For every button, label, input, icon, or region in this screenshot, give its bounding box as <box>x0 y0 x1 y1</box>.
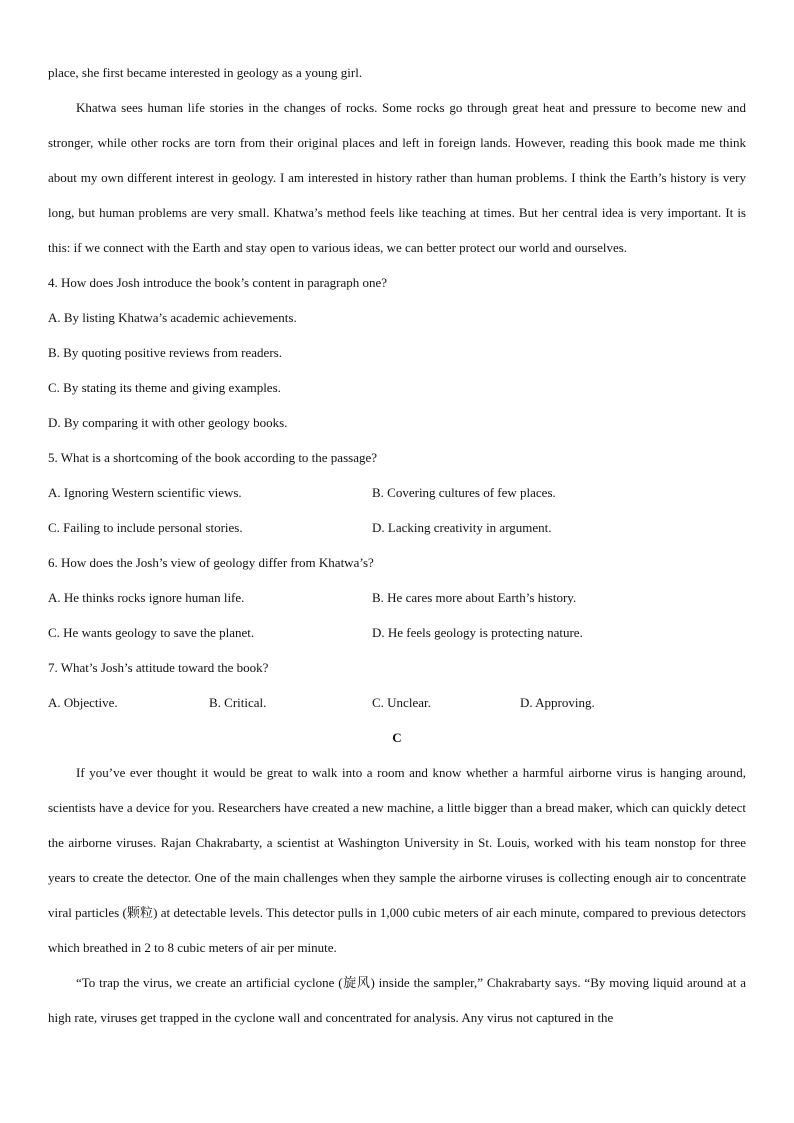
question-7-option-d: D. Approving. <box>520 695 595 710</box>
question-5-options-row-1 <box>48 475 746 510</box>
question-6-stem: 6. How does the Josh’s view of geology differ from Khatwa’s? <box>48 555 374 570</box>
question-6-option-a: A. He thinks rocks ignore human life. <box>48 590 245 605</box>
question-4-option-d: D. By comparing it with other geology books. <box>48 415 288 430</box>
question-7-option-a: A. Objective. <box>48 695 118 710</box>
question-5-options-row-2 <box>48 510 746 545</box>
passage-c-title: C <box>392 730 402 745</box>
document-page <box>48 55 746 1035</box>
passage-b-carryover: place, she first became interested in geology as a young girl. <box>48 65 363 80</box>
question-6-options-row-1 <box>48 580 746 615</box>
question-7-options-row <box>48 685 746 720</box>
question-5-option-b: B. Covering cultures of few places. <box>372 485 556 500</box>
question-4-option-c: C. By stating its theme and giving examples. <box>48 380 281 395</box>
question-5-option-a: A. Ignoring Western scientific views. <box>48 485 242 500</box>
question-6-option-b: B. He cares more about Earth’s history. <box>372 590 577 605</box>
question-6-option-c: C. He wants geology to save the planet. <box>48 625 255 640</box>
question-5-stem: 5. What is a shortcoming of the book according to the passage? <box>48 450 378 465</box>
question-5-option-d: D. Lacking creativity in argument. <box>372 520 552 535</box>
question-7-stem: 7. What’s Josh’s attitude toward the book? <box>48 660 269 675</box>
passage-c-paragraph-1: If you’ve ever thought it would be great to walk into a room and know whether a harmful airborne virus is hanging around, scientists have a device for you. Researchers have created a new machine, a little bigger than a bread maker, which can quickly detect the airborne viruses. Rajan Chakrabarty, a scientist at Washington University in St. Louis, worked with his team nonstop for three years to create the detector. One of the main challenges when they sample the airborne viruses is collecting enough air to concentrate viral particles (颗粒) at detectable levels. This detector pulls in 1,000 cubic meters of air each minute, compared to previous detectors which breathed in 2 to 8 cubic meters of air per minute. <box>48 765 746 955</box>
question-5-option-c: C. Failing to include personal stories. <box>48 520 243 535</box>
question-6-option-d: D. He feels geology is protecting nature. <box>372 625 583 640</box>
question-7-option-b: B. Critical. <box>209 695 267 710</box>
question-4-option-b: B. By quoting positive reviews from readers. <box>48 345 282 360</box>
question-4-option-a: A. By listing Khatwa’s academic achievements. <box>48 310 297 325</box>
question-6-options-row-2 <box>48 615 746 650</box>
passage-c-paragraph-2: “To trap the virus, we create an artificial cyclone (旋风) inside the sampler,” Chakrabarty says. “By moving liquid around at a high rate, viruses get trapped in the cyclone wall and concentrated for analysis. Any virus not captured in the <box>48 975 746 1025</box>
passage-b-paragraph: Khatwa sees human life stories in the changes of rocks. Some rocks go through great heat and pressure to become new and stronger, while other rocks are torn from their original places and left in foreign lands. However, reading this book made me think about my own different interest in geology. I am interested in history rather than human problems. I think the Earth’s history is very long, but human problems are very small. Khatwa’s method feels like teaching at times. But her central idea is very important. It is this: if we connect with the Earth and stay open to various ideas, we can better protect our world and ourselves. <box>48 100 746 255</box>
question-4-stem: 4. How does Josh introduce the book’s content in paragraph one? <box>48 275 388 290</box>
question-7-option-c: C. Unclear. <box>372 695 431 710</box>
